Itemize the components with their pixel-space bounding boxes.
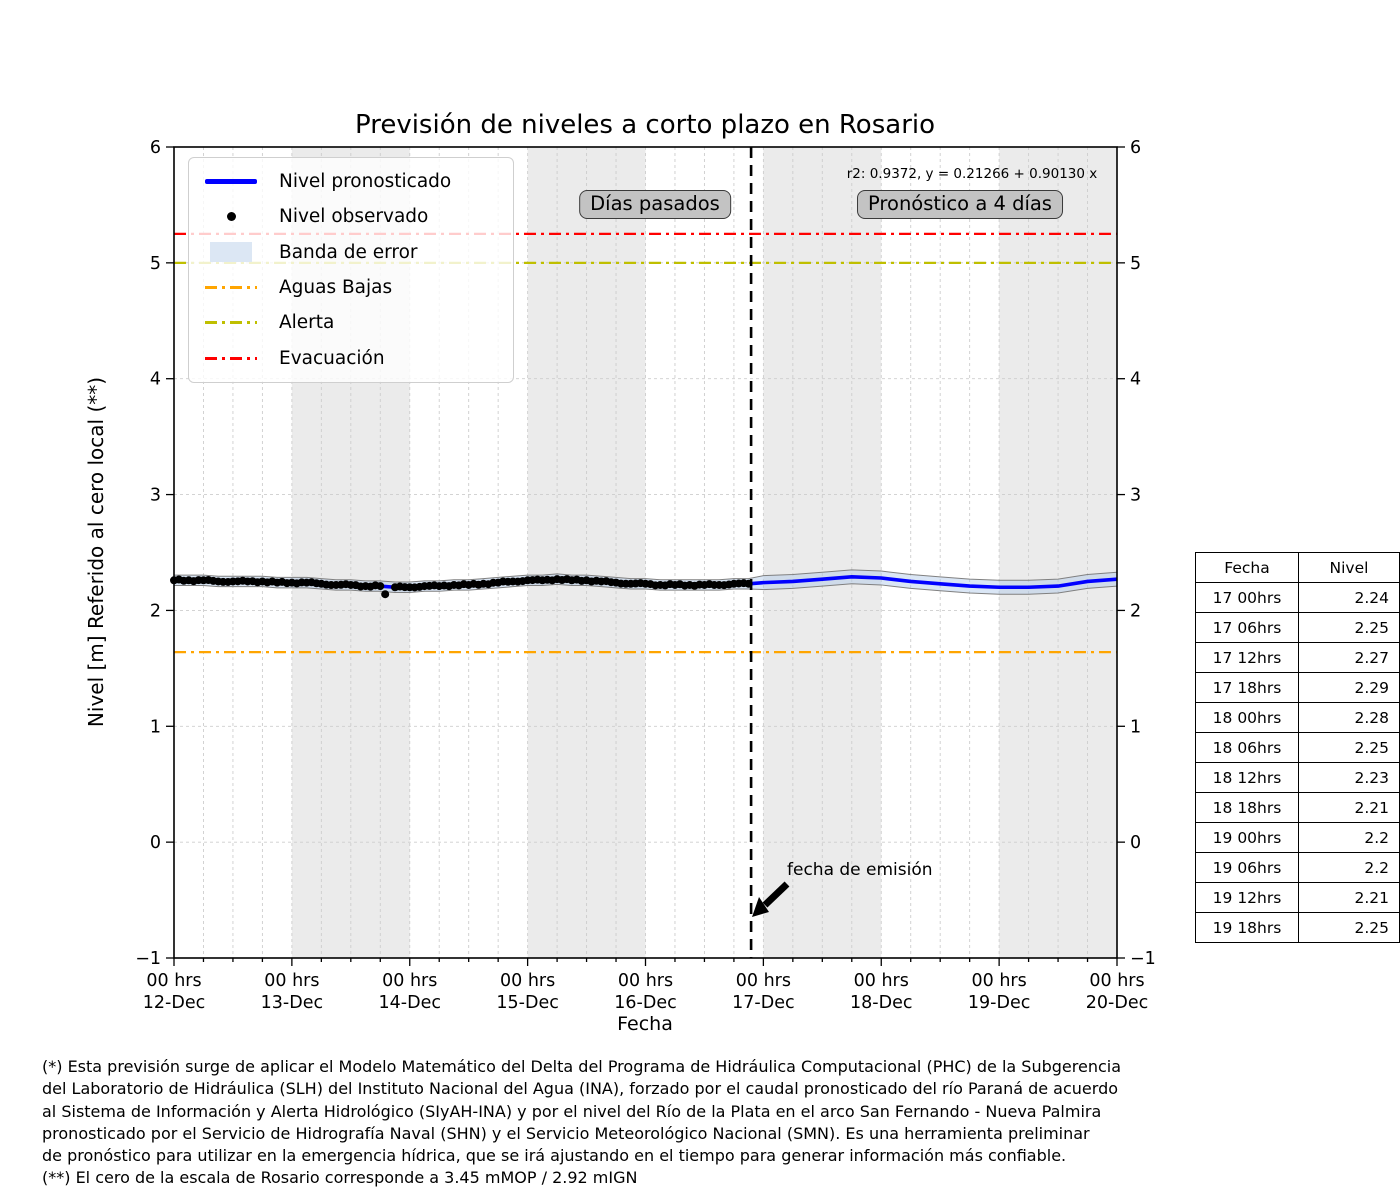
x-tick-label-hour: 00 hrs <box>1089 971 1145 991</box>
x-tick-label-date: 20-Dec <box>1085 993 1149 1013</box>
y-tick-label: −1 <box>135 949 161 969</box>
legend-item-evacuation <box>189 342 513 375</box>
table-cell-nivel: 2.24 <box>1299 583 1400 613</box>
table-cell-nivel: 2.25 <box>1299 613 1400 643</box>
x-tick-label-hour: 00 hrs <box>735 971 791 991</box>
low-water-line-swatch <box>205 286 257 289</box>
legend-label: Nivel pronosticado <box>279 171 452 193</box>
legend-item-alert <box>189 306 513 339</box>
y-tick-label: 1 <box>149 717 161 738</box>
legend-label: Aguas Bajas <box>279 277 393 299</box>
y-tick-label: 5 <box>149 253 161 274</box>
table-cell-fecha: 17 00hrs <box>1196 583 1299 613</box>
legend-item-observed <box>189 200 513 233</box>
table-header-fecha: Fecha <box>1196 553 1299 583</box>
y-tick-label-right: 5 <box>1130 253 1142 274</box>
y-tick-label: 0 <box>149 833 161 854</box>
table-cell-nivel: 2.21 <box>1299 883 1400 913</box>
y-tick-label-right: 3 <box>1130 485 1142 506</box>
table-cell-fecha: 18 00hrs <box>1196 703 1299 733</box>
x-axis-label: Fecha <box>617 1013 673 1035</box>
past-days-label: Días pasados <box>579 190 731 219</box>
table-cell-nivel: 2.21 <box>1299 793 1400 823</box>
footnote-line: (**) El cero de la escala de Rosario corresponde a 3.45 mMOP / 2.92 mIGN <box>42 1168 638 1188</box>
table-row <box>1196 703 1400 733</box>
table-cell-fecha: 17 12hrs <box>1196 643 1299 673</box>
table-cell-nivel: 2.23 <box>1299 763 1400 793</box>
x-tick-label-date: 14-Dec <box>378 993 441 1013</box>
y-tick-label: 6 <box>149 138 161 158</box>
footnote-line: del Laboratorio de Hidráulica (SLH) del Instituto Nacional del Agua (INA), forzado por el caudal pronosticado del río Paraná de acuerdo <box>42 1079 1119 1099</box>
chart-title: Previsión de niveles a corto plazo en Rosario <box>354 110 936 140</box>
y-tick-label: 2 <box>149 601 161 622</box>
table-cell-fecha: 19 18hrs <box>1196 913 1299 943</box>
table-cell-nivel: 2.27 <box>1299 643 1400 673</box>
x-tick-label-date: 16-Dec <box>614 993 677 1013</box>
evacuation-line-swatch <box>205 357 257 360</box>
alert-line-swatch <box>205 321 257 324</box>
table-cell-fecha: 17 18hrs <box>1196 673 1299 703</box>
table-row <box>1196 763 1400 793</box>
table-cell-fecha: 19 12hrs <box>1196 883 1299 913</box>
observed-point <box>376 582 384 590</box>
table-row <box>1196 883 1400 913</box>
y-tick-label-right: 2 <box>1130 601 1142 622</box>
x-tick-label-hour: 00 hrs <box>971 971 1027 991</box>
x-tick-label-hour: 00 hrs <box>617 971 674 991</box>
forecast-table <box>1195 552 1400 943</box>
observed-dot-swatch <box>205 212 257 221</box>
table-row <box>1196 643 1400 673</box>
legend-label: Nivel observado <box>279 206 429 228</box>
x-tick-label-hour: 00 hrs <box>500 971 556 991</box>
footnote-line: (*) Esta previsión surge de aplicar el Modelo Matemático del Delta del Programa de Hidráulica Computacional (PHC) de la Subgerencia <box>42 1057 1122 1076</box>
table-row <box>1196 673 1400 703</box>
y-tick-label-right: 0 <box>1130 833 1142 854</box>
legend-item-error-band <box>189 236 513 269</box>
table-cell-fecha: 17 06hrs <box>1196 613 1299 643</box>
x-tick-label-hour: 00 hrs <box>853 971 909 991</box>
observed-point <box>381 590 389 598</box>
table-cell-fecha: 19 00hrs <box>1196 823 1299 853</box>
x-tick-label-hour: 00 hrs <box>146 971 202 991</box>
y-tick-label-right: −1 <box>1130 949 1156 969</box>
y-tick-label-right: 1 <box>1130 717 1142 738</box>
table-row <box>1196 853 1400 883</box>
x-tick-label-date: 18-Dec <box>850 993 913 1013</box>
forecast-line-swatch <box>205 179 257 184</box>
y-axis-label: Nivel [m] Referido al cero local (**) <box>84 376 108 728</box>
x-tick-label-date: 17-Dec <box>732 993 795 1013</box>
table-row <box>1196 733 1400 763</box>
legend-item-low-water <box>189 271 513 304</box>
table-cell-nivel: 2.28 <box>1299 703 1400 733</box>
error-band-swatch <box>205 242 257 262</box>
emission-date-label: fecha de emisión <box>787 860 933 880</box>
table-cell-nivel: 2.2 <box>1299 823 1400 853</box>
x-tick-label-date: 19-Dec <box>967 993 1031 1013</box>
table-row <box>1196 613 1400 643</box>
x-tick-label-date: 15-Dec <box>496 993 559 1013</box>
table-cell-fecha: 18 18hrs <box>1196 793 1299 823</box>
x-tick-label-date: 12-Dec <box>142 993 206 1013</box>
table-row <box>1196 823 1400 853</box>
table-cell-nivel: 2.25 <box>1299 913 1400 943</box>
footnote <box>42 1056 1192 1190</box>
y-tick-label: 3 <box>149 485 161 506</box>
y-tick-label-right: 6 <box>1130 138 1142 158</box>
y-tick-label-right: 4 <box>1130 369 1142 390</box>
table-cell-nivel: 2.2 <box>1299 853 1400 883</box>
regression-annotation: r2: 0.9372, y = 0.21266 + 0.90130 x <box>846 166 1098 182</box>
legend <box>188 157 514 383</box>
legend-label: Alerta <box>279 312 335 334</box>
table-cell-fecha: 18 12hrs <box>1196 763 1299 793</box>
table-row <box>1196 913 1400 943</box>
footnote-line: de pronóstico para utilizar en la emergencia hídrica, que se irá ajustando en el tiempo para generar información más confiable. <box>42 1146 1067 1166</box>
table-cell-nivel: 2.25 <box>1299 733 1400 763</box>
table-header-row <box>1196 553 1400 583</box>
legend-label: Banda de error <box>279 241 418 263</box>
footnote-line: pronosticado por el Servicio de Hidrografía Naval (SHN) y el Servicio Meteorológico Nacional (SMN). Es una herramienta preliminar <box>42 1123 1090 1143</box>
y-tick-label: 4 <box>149 369 161 390</box>
table-row <box>1196 793 1400 823</box>
legend-item-forecast <box>189 165 513 198</box>
legend-label: Evacuación <box>279 347 385 369</box>
x-tick-label-hour: 00 hrs <box>382 971 438 991</box>
x-tick-label-hour: 00 hrs <box>264 971 320 991</box>
table-cell-fecha: 19 06hrs <box>1196 853 1299 883</box>
table-row <box>1196 583 1400 613</box>
table-cell-fecha: 18 06hrs <box>1196 733 1299 763</box>
footnote-line: al Sistema de Información y Alerta Hidrológico (SIyAH-INA) y por el nivel del Río de la Plata en el arco San Fernando - Nueva Palmira <box>42 1101 1102 1121</box>
table-cell-nivel: 2.29 <box>1299 673 1400 703</box>
forecast-label: Pronóstico a 4 días <box>857 190 1063 219</box>
x-tick-label-date: 13-Dec <box>260 993 324 1013</box>
table-header-nivel: Nivel <box>1299 553 1400 583</box>
